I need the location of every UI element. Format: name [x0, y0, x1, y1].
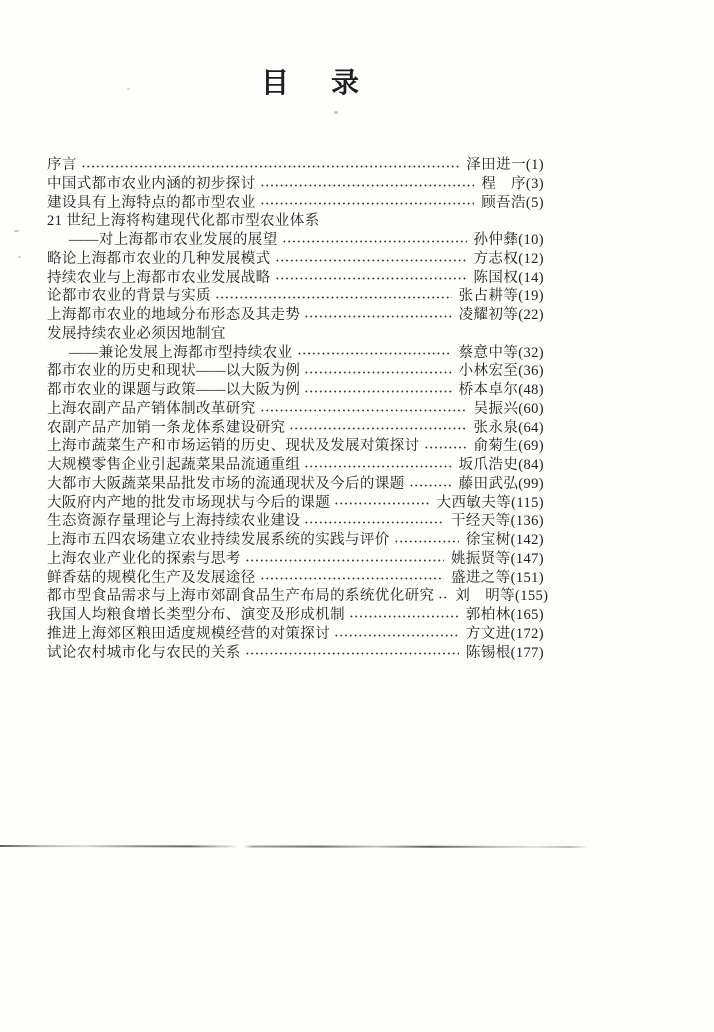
entry-author-page: 刘 明等(155) — [455, 588, 549, 605]
toc-entry — [47, 212, 544, 231]
entry-author-page: 程 序(3) — [481, 175, 544, 192]
entry-author-page: 蔡意中等(32) — [458, 344, 544, 361]
toc-entry — [47, 587, 549, 606]
dot-leader — [260, 409, 467, 412]
entry-title: ——兼论发展上海都市型持续农业 — [69, 344, 293, 361]
toc-entry — [47, 344, 544, 363]
entry-author-page: 俞菊生(69) — [473, 438, 544, 455]
toc-entry — [47, 287, 544, 306]
entry-title: 上海市五四农场建立农业持续发展系统的实践与评价 — [47, 532, 390, 548]
entry-title: 试论农村城市化与农民的关系 — [47, 644, 241, 661]
entry-author-page: 藤田武弘(99) — [458, 475, 544, 492]
entry-author-page: 泽田进一(1) — [466, 157, 544, 173]
scan-speck — [14, 230, 19, 232]
entry-title: 上海市蔬菜生产和市场运销的历史、现状及发展对策探讨 — [47, 438, 420, 455]
toc-entry — [47, 381, 544, 400]
toc-entry — [47, 550, 544, 569]
toc-entry — [47, 625, 544, 644]
entry-title: 鲜香菇的规模化生产及发展途径 — [47, 569, 256, 586]
entry-author-page: 吴振兴(60) — [473, 400, 544, 417]
entry-title: 都市农业的课题与政策——以大阪为例 — [47, 382, 301, 398]
entry-title: 序言 — [47, 157, 77, 173]
toc-entry — [47, 175, 544, 194]
entry-author-page: 方志权(12) — [473, 250, 544, 267]
toc-entry — [47, 306, 544, 325]
entry-title: 上海农副产品产销体制改革研究 — [47, 400, 256, 417]
entry-author-page: 张永泉(64) — [473, 419, 544, 436]
entry-author-page: 顾吾浩(5) — [481, 194, 544, 211]
entry-author-page: 大西敏夫等(115) — [436, 494, 544, 511]
dot-leader — [275, 277, 467, 280]
dot-leader — [409, 484, 452, 487]
dot-leader — [245, 652, 459, 655]
entry-title: 大都市大阪蔬菜果品批发市场的流通现状及今后的课题 — [47, 475, 405, 492]
dot-leader — [81, 165, 459, 168]
toc-entries — [47, 156, 549, 662]
dot-leader — [334, 502, 430, 505]
entry-author-page: 桥本卓尔(48) — [458, 382, 544, 398]
entry-author-page: 徐宝树(142) — [465, 532, 544, 548]
entry-author-page: 孙仲彝(10) — [473, 232, 544, 248]
toc-entry — [47, 269, 544, 288]
toc-entry — [47, 231, 544, 250]
entry-author-page: 盛进之等(151) — [450, 569, 544, 586]
toc-entry — [47, 156, 544, 175]
entry-author-page: 坂爪浩史(84) — [458, 457, 544, 473]
scan-speck — [18, 256, 21, 258]
dot-leader — [260, 577, 444, 580]
entry-author-page: 姚振贤等(147) — [450, 550, 544, 567]
entry-title: 发展持续农业必须因地制宜 — [47, 325, 226, 342]
toc-entry — [47, 512, 544, 531]
toc-entry — [47, 644, 544, 663]
toc-entry — [47, 569, 544, 588]
entry-title: 论都市农业的背景与实质 — [47, 288, 211, 305]
dot-leader — [304, 465, 451, 468]
entry-title: 上海农业产业化的探索与思考 — [47, 550, 241, 567]
entry-author-page: 凌耀初等(22) — [458, 307, 544, 323]
toc-entry — [47, 250, 544, 269]
entry-author-page: 陈锡根(177) — [465, 644, 544, 661]
entry-author-page: 小林宏至(36) — [458, 363, 544, 380]
dot-leader — [394, 540, 459, 543]
dot-leader — [260, 184, 475, 187]
dot-leader — [438, 596, 448, 599]
scan-speck — [127, 88, 130, 90]
entry-title: 大阪府内产地的批发市场现状与今后的课题 — [47, 494, 331, 511]
dot-leader — [282, 240, 467, 243]
dot-leader — [297, 352, 452, 355]
entry-title: 持续农业与上海都市农业发展战略 — [47, 269, 271, 286]
dot-leader — [304, 371, 451, 374]
entry-title: ——对上海都市农业发展的展望 — [69, 232, 278, 248]
entry-title: 都市农业的历史和现状——以大阪为例 — [47, 363, 301, 380]
dot-leader — [334, 634, 459, 637]
toc-entry — [47, 437, 544, 456]
page-title: 目录 — [261, 68, 402, 99]
entry-title: 生态资源存量理论与上海持续农业建设 — [47, 513, 301, 530]
entry-title: 上海都市农业的地域分布形态及其走势 — [47, 307, 301, 323]
toc-entry — [47, 494, 544, 513]
entry-title: 略论上海都市农业的几种发展模式 — [47, 250, 271, 267]
dot-leader — [289, 427, 466, 430]
toc-entry — [47, 194, 544, 213]
dot-leader — [304, 390, 451, 393]
toc-entry — [47, 456, 544, 475]
dot-leader — [260, 202, 475, 205]
scan-artifact-line — [0, 845, 588, 848]
dot-leader — [275, 259, 467, 262]
toc-entry — [47, 606, 544, 625]
toc-entry — [47, 419, 544, 438]
entry-title: 21 世纪上海将构建现代化都市型农业体系 — [47, 213, 320, 230]
entry-author-page: 郭柏林(165) — [465, 607, 544, 623]
entry-author-page: 干经天等(136) — [450, 513, 544, 530]
entry-author-page: 张占耕等(19) — [458, 288, 544, 305]
entry-title: 我国人均粮食增长类型分布、演变及形成机制 — [47, 607, 345, 623]
toc-entry — [47, 531, 544, 550]
dot-leader — [304, 521, 444, 524]
entry-title: 农副产品产加销一条龙体系建设研究 — [47, 419, 286, 436]
entry-title: 大规模零售企业引起蔬菜果品流通重组 — [47, 457, 301, 473]
entry-title: 都市型食品需求与上海市郊副食品生产布局的系统优化研究 — [47, 588, 435, 605]
dot-leader — [424, 446, 467, 449]
entry-title: 建设具有上海特点的都市型农业 — [47, 194, 256, 211]
dot-leader — [349, 615, 459, 618]
dot-leader — [245, 559, 444, 562]
toc-entry — [47, 362, 544, 381]
toc-entry — [47, 400, 544, 419]
entry-title: 推进上海郊区粮田适度规模经营的对策探讨 — [47, 625, 331, 642]
dot-leader — [215, 296, 452, 299]
entry-title: 中国式都市农业内涵的初步探讨 — [47, 175, 256, 192]
toc-entry — [47, 475, 544, 494]
dot-leader — [304, 315, 451, 318]
toc-entry — [47, 325, 544, 344]
entry-author-page: 陈国权(14) — [473, 269, 544, 286]
entry-author-page: 方文进(172) — [465, 625, 544, 642]
scan-speck — [334, 111, 338, 114]
